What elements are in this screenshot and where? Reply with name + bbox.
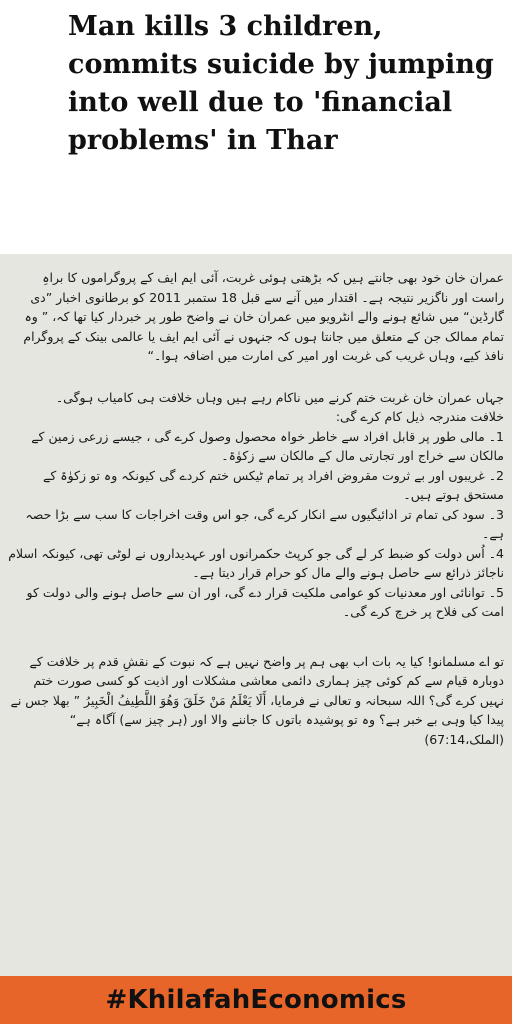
list-item: 3۔ سود کی تمام تر ادائیگیوں سے انکار کرے گی، جو اس وقت اخراجات کا سب سے بڑا حصہ ہے۔ xyxy=(25,506,504,541)
paragraph-khilafah-intro: جہاں عمران خان غربت ختم کرنے میں ناکام رہے ہیں وہاں خلافت ہی کامیاب ہوگی۔ xyxy=(55,389,504,405)
hashtag-text: #KhilafahEconomics xyxy=(105,985,407,1015)
list-item: 2۔ غریبوں اور بے ثروت مقروض افراد پر تمام ٹیکس ختم کردے گی کیونکہ وہ تو زکوٰۃ کے مستحق ہوتے ہیں۔ xyxy=(43,467,504,502)
headline-area xyxy=(0,0,512,254)
list-item: 1۔ مالی طور پر قابل افراد سے خاطر خواہ محصول وصول کرے گی ، جیسے زرعی زمین کے مالکان سے خراج اور تجارتی مال کے مالکان سے زکوٰۃ۔ xyxy=(31,428,504,463)
list-item: 4۔ اُس دولت کو ضبط کر لے گی جو کرپٹ حکمرانوں اور عہدیداروں نے لوٹی تھی، کیونکہ اسلام ناجائز ذرائع سے حاصل ہونے والے مال کو حرام قرار دیتا ہے۔ xyxy=(8,545,504,580)
paragraph-khilafah-lead: خلافت مندرجہ ذیل کام کرے گی: xyxy=(335,409,504,424)
paragraph-imran-khan-imf: عمران خان خود بھی جانتے ہیں کہ بڑھتی ہوئی غربت، آئی ایم ایف کے پروگراموں کا براہِ راست اور ناگزیر نتیجہ ہے۔ اقتدار میں آنے سے قبل 18 ستمبر 2011 کو برطانوی اخبار ”دی گارڈین“ میں شائع ہونے والے انٹرویو میں عمران خان نے واضح طور پر خبردار کیا تھا کہ، ” وہ تمام ممالک جن کے متعلق میں جانتا ہوں کہ جنہوں نے آئی ایم ایف یا عالمی بینک کے پروگرام نافذ کیے، وہاں غریب کی غربت اور امیر کی امارت میں اضافہ ہوا۔“ xyxy=(23,270,504,363)
paragraph-muslims-call: تو اے مسلمانو! کیا یہ بات اب بھی ہم پر واضح نہیں ہے کہ نبوت کے نقشِ قدم پر خلافت کے دوبارہ قیام سے کم کوئی چیز ہماری دائمی معاشی مشکلات اور اذیت کو کسی صورت ختم نہیں کرے گی؟ اللہ سبحانہ و تعالی نے فرمایا، أَلَا يَعْلَمُ مَنْ خَلَقَ وَهُوَ اللَّطِيفُ الْخَبِيرُ ” بھلا جس نے پیدا کیا وہی بے خبر ہے؟ وہ تو پوشیدہ باتوں کا جاننے والا اور (ہر چیز سے) آگاہ ہے“ (الملک،67:14) xyxy=(10,653,504,747)
urdu-text-block xyxy=(8,268,504,749)
hashtag-banner xyxy=(0,976,512,1024)
headline: Man kills 3 children, commits suicide by jumping into well due to 'financial problems' in Thar xyxy=(68,11,494,156)
article-body xyxy=(0,254,512,976)
list-item: 5۔ توانائی اور معدنیات کو عوامی ملکیت قرار دے گی، اور ان سے حاصل ہونے والی دولت کو امت کی فلاح پر خرچ کرے گی۔ xyxy=(26,584,504,619)
